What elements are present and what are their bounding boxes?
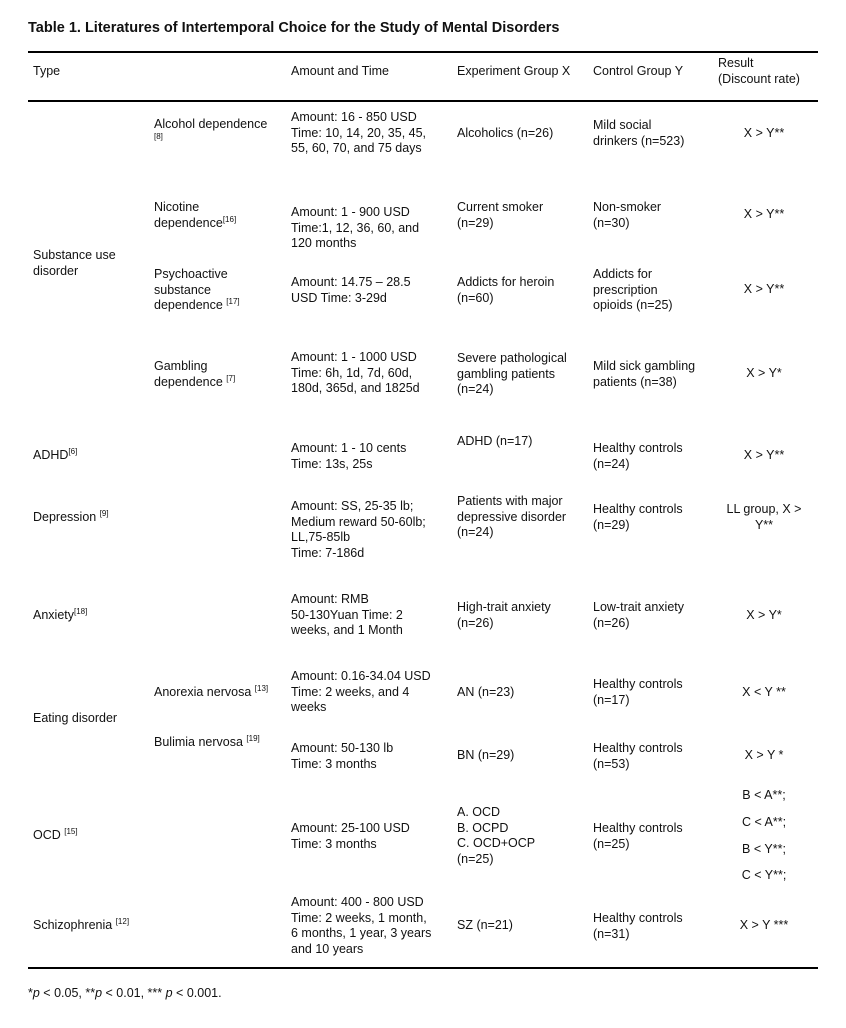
amount-nicotine: Amount: 1 - 900 USD Time:1, 12, 36, 60, and 120 months xyxy=(291,205,420,250)
header-control: Control Group Y xyxy=(593,64,684,78)
amount-anorexia: Amount: 0.16-34.04 USD Time: 2 weeks, and 4 weeks xyxy=(291,669,431,714)
ctrl-ocd: Healthy controls (n=25) xyxy=(593,821,683,851)
header-result: Result (Discount rate) xyxy=(718,56,800,86)
amount-psychoactive: Amount: 14.75 – 28.5 USD Time: 3-29d xyxy=(291,275,411,305)
ctrl-anxiety: Low-trait anxiety (n=26) xyxy=(593,600,685,630)
result-ocd-4: C < Y**; xyxy=(741,868,787,882)
header-experiment: Experiment Group X xyxy=(457,64,571,78)
result-ocd-1: B < A**; xyxy=(742,788,786,802)
exp-psychoactive: Addicts for heroin (n=60) xyxy=(457,275,555,305)
subtype-bulimia: Bulimia nervosa [19] xyxy=(154,734,260,749)
amount-alcohol: Amount: 16 - 850 USD Time: 10, 14, 20, 35, 45, 55, 60, 70, and 75 days xyxy=(291,110,427,155)
header-type: Type xyxy=(33,64,61,78)
table-title: Table 1. Literatures of Intertemporal Choice for the Study of Mental Disorders xyxy=(28,20,560,36)
ctrl-anorexia: Healthy controls (n=17) xyxy=(593,677,683,707)
ctrl-depression: Healthy controls (n=29) xyxy=(593,502,683,532)
ctrl-nicotine: Non-smoker (n=30) xyxy=(593,200,662,230)
subtype-anorexia: Anorexia nervosa [13] xyxy=(154,684,269,699)
ctrl-bulimia: Healthy controls (n=53) xyxy=(593,741,683,771)
group-schizophrenia: Schizophrenia [12] xyxy=(33,917,130,932)
amount-anxiety: Amount: RMB 50-130Yuan Time: 2 weeks, and 1 Month xyxy=(291,592,403,637)
ctrl-psychoactive: Addicts for prescription opioids (n=25) xyxy=(593,267,673,312)
amount-ocd: Amount: 25-100 USD Time: 3 months xyxy=(291,821,410,851)
group-depression: Depression [9] xyxy=(33,509,109,524)
amount-schizophrenia: Amount: 400 - 800 USD Time: 2 weeks, 1 month, 6 months, 1 year, 3 years and 10 years xyxy=(291,895,432,956)
ctrl-adhd: Healthy controls (n=24) xyxy=(593,441,683,471)
result-ocd-2: C < A**; xyxy=(741,815,787,829)
group-anxiety: Anxiety[18] xyxy=(33,607,88,622)
result-schizophrenia: X > Y *** xyxy=(739,918,789,932)
result-bulimia: X > Y * xyxy=(744,748,784,762)
exp-nicotine: Current smoker (n=29) xyxy=(457,200,544,230)
subtype-psychoactive: Psychoactive substance dependence [17] xyxy=(154,267,240,312)
exp-adhd: ADHD (n=17) xyxy=(457,434,533,448)
result-nicotine: X > Y** xyxy=(743,207,785,221)
amount-bulimia: Amount: 50-130 lb Time: 3 months xyxy=(291,741,394,771)
subtype-gambling: Gambling dependence [7] xyxy=(154,359,236,389)
group-adhd: ADHD[6] xyxy=(33,447,78,462)
amount-depression: Amount: SS, 25-35 lb; Medium reward 50-60lb; LL,75-85lb Time: 7-186d xyxy=(291,499,426,560)
result-gambling: X > Y* xyxy=(746,366,782,380)
result-alcohol: X > Y** xyxy=(743,126,785,140)
result-anorexia: X < Y ** xyxy=(742,685,786,699)
subtype-nicotine: Nicotine dependence[16] xyxy=(154,200,237,230)
result-anxiety: X > Y* xyxy=(746,608,782,622)
result-adhd: X > Y** xyxy=(743,448,785,462)
exp-depression: Patients with major depressive disorder (n=24) xyxy=(457,494,567,539)
top-rule xyxy=(28,51,818,53)
footnote: *p < 0.05, **p < 0.01, *** p < 0.001. xyxy=(28,986,222,1000)
exp-anxiety: High-trait anxiety (n=26) xyxy=(457,600,551,630)
ctrl-schizophrenia: Healthy controls (n=31) xyxy=(593,911,683,941)
bottom-rule xyxy=(28,967,818,969)
exp-anorexia: AN (n=23) xyxy=(457,685,515,699)
exp-ocd: A. OCD B. OCPD C. OCD+OCP (n=25) xyxy=(457,805,536,866)
group-eating: Eating disorder xyxy=(33,711,118,725)
amount-gambling: Amount: 1 - 1000 USD Time: 6h, 1d, 7d, 60d, 180d, 365d, and 1825d xyxy=(291,350,420,395)
result-depression: LL group, X > Y** xyxy=(726,502,802,532)
exp-schizophrenia: SZ (n=21) xyxy=(457,918,513,932)
ctrl-gambling: Mild sick gambling patients (n=38) xyxy=(593,359,696,389)
exp-gambling: Severe pathological gambling patients (n=24) xyxy=(457,351,567,396)
group-ocd: OCD [15] xyxy=(33,827,78,842)
header-rule xyxy=(28,100,818,102)
exp-bulimia: BN (n=29) xyxy=(457,748,515,762)
exp-alcohol: Alcoholics (n=26) xyxy=(457,126,554,140)
group-substance: Substance use disorder xyxy=(33,248,116,278)
result-psychoactive: X > Y** xyxy=(743,282,785,296)
ctrl-alcohol: Mild social drinkers (n=523) xyxy=(593,118,685,148)
subtype-alcohol: Alcohol dependence [8] xyxy=(154,117,268,141)
header-amount: Amount and Time xyxy=(291,64,389,78)
amount-adhd: Amount: 1 - 10 cents Time: 13s, 25s xyxy=(291,441,407,471)
result-ocd-3: B < Y**; xyxy=(742,842,786,856)
